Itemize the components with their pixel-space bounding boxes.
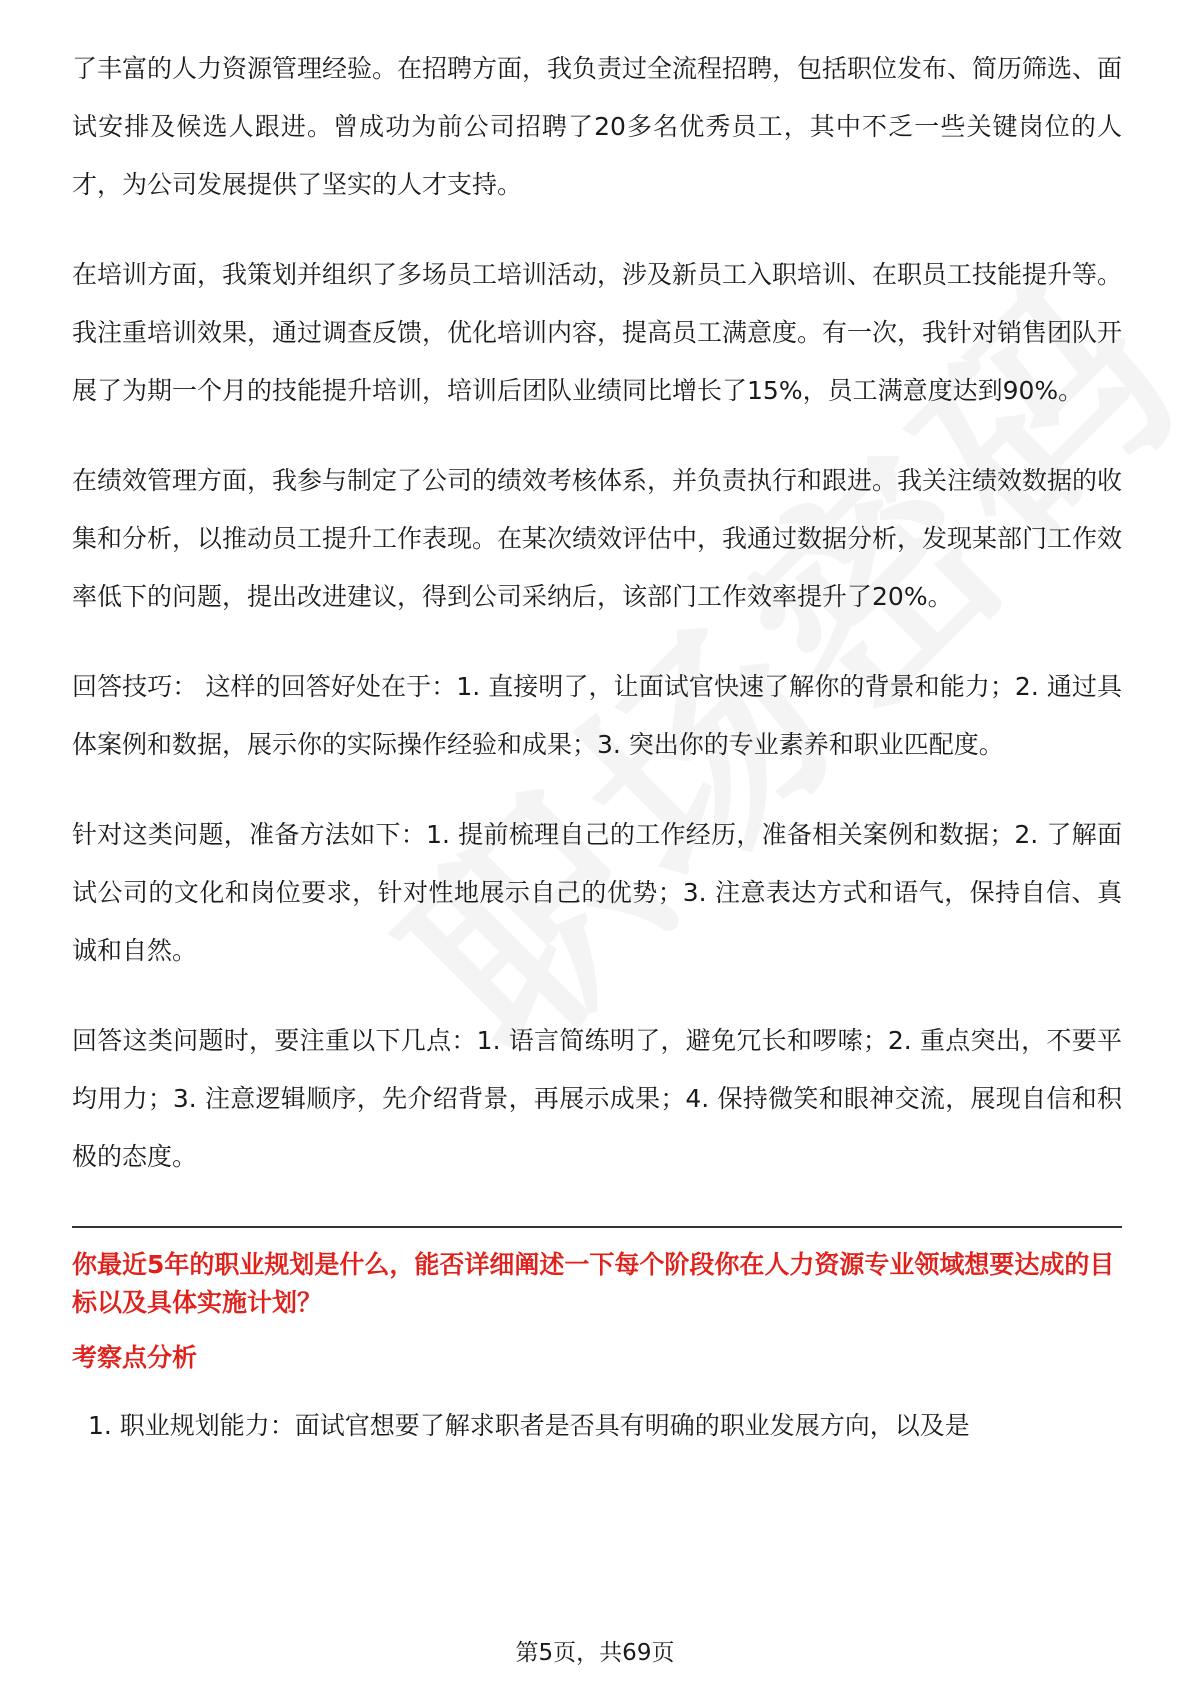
paragraph: 在培训方面，我策划并组织了多场员工培训活动，涉及新员工入职培训、在职员工技能提升等。我注重培训效果，通过调查反馈，优化培训内容，提高员工满意度。有一次，我针对销售团队开展了为期一个月的技能提升培训，培训后团队业绩同比增长了15%，员工满意度达到90%。	[72, 260, 1123, 405]
preparation-paragraph: 针对这类问题，准备方法如下：1. 提前梳理自己的工作经历，准备相关案例和数据；2. 了解面试公司的文化和岗位要求，针对性地展示自己的优势；3. 注意表达方式和语气，保持自信、真诚和自然。	[72, 820, 1122, 965]
paragraph: 了丰富的人力资源管理经验。在招聘方面，我负责过全流程招聘，包括职位发布、简历筛选、面试安排及候选人跟进。曾成功为前公司招聘了20多名优秀员工，其中不乏一些关键岗位的人才，为公司发展提供了坚实的人才支持。	[72, 54, 1123, 199]
key-points-paragraph: 回答这类问题时，要注重以下几点：1. 语言简练明了，避免冗长和啰嗦；2. 重点突出，不要平均用力；3. 注意逻辑顺序，先介绍背景，再展示成果；4. 保持微笑和眼神交流，展现自信和积极的态度。	[72, 1026, 1122, 1171]
page-number: 第5页，共69页	[515, 1640, 675, 1666]
paragraph: 在绩效管理方面，我参与制定了公司的绩效考核体系，并负责执行和跟进。我关注绩效数据的收集和分析，以推动员工提升工作表现。在某次绩效评估中，我通过数据分析，发现某部门工作效率低下的问题，提出改进建议，得到公司采纳后，该部门工作效率提升了20%。	[72, 466, 1123, 611]
interview-question: 你最近5年的职业规划是什么，能否详细阐述一下每个阶段你在人力资源专业领域想要达成的目标以及具体实施计划？	[72, 1250, 1115, 1317]
section-divider	[72, 1226, 1122, 1228]
analysis-list	[72, 1406, 1122, 1446]
list-item: 1. 职业规划能力：面试官想要了解求职者是否具有明确的职业发展方向，以及是	[88, 1411, 970, 1440]
answer-tips-paragraph: 回答技巧： 这样的回答好处在于：1. 直接明了，让面试官快速了解你的背景和能力；2. 通过具体案例和数据，展示你的实际操作经验和成果；3. 突出你的专业素养和职业匹配度。	[72, 672, 1122, 759]
document-body	[72, 40, 1122, 1446]
section-title: 考察点分析	[72, 1343, 198, 1372]
